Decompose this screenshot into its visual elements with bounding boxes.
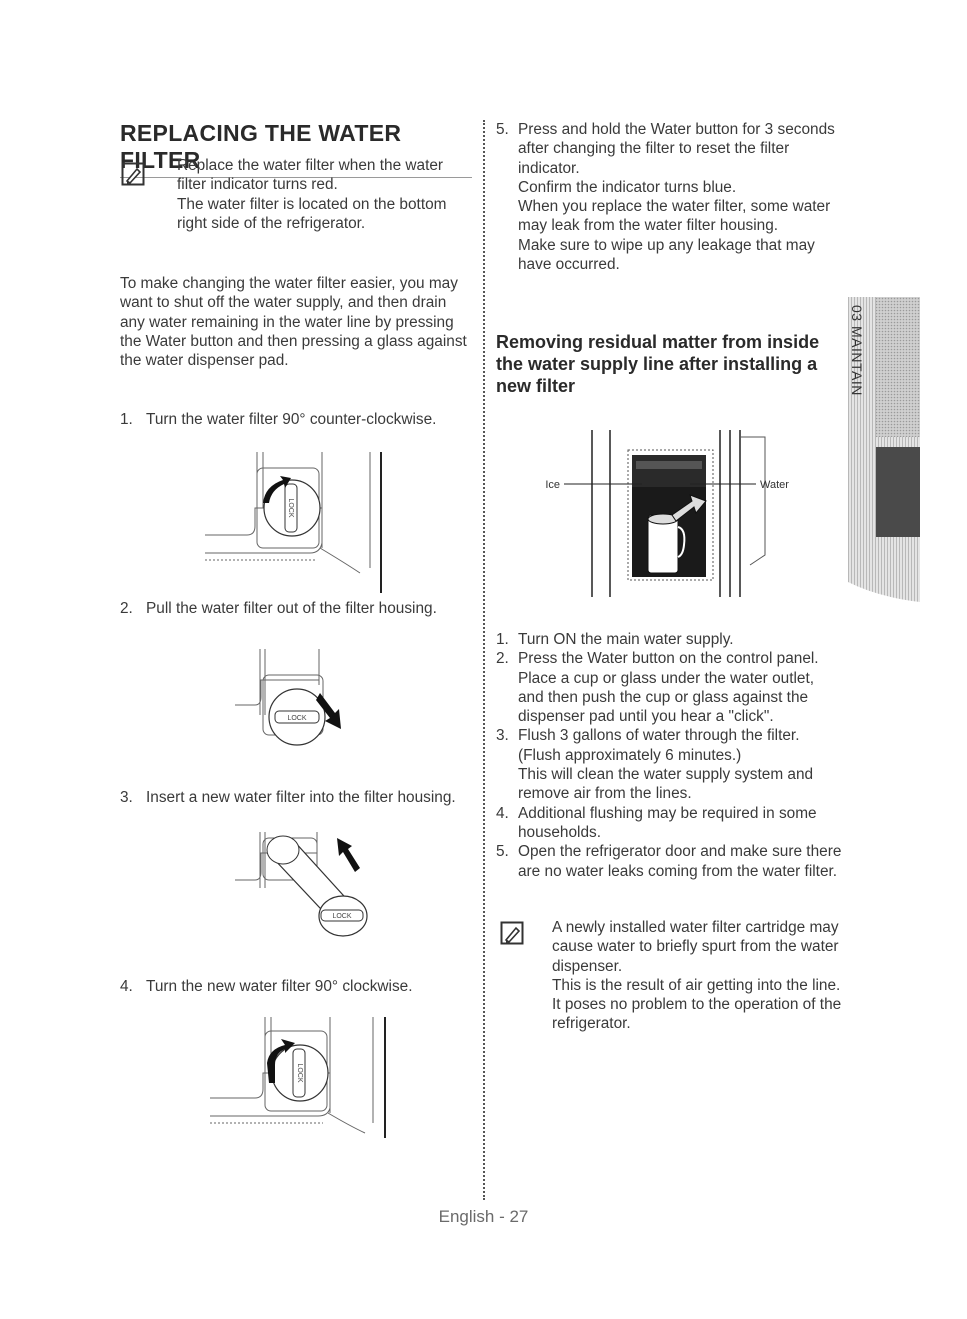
- page-footer: English - 27: [438, 1207, 529, 1226]
- lock-label: LOCK: [332, 913, 352, 920]
- lock-label: LOCK: [287, 498, 294, 518]
- note-icon: [500, 921, 526, 947]
- filter-insert-illustration: [225, 828, 375, 943]
- right-note-text: A newly installed water filter cartridge may cause water to briefly spurt from the water dispenser. This is the result of air getting into the line. It poses no problem to the operation of the refrigerator.: [552, 919, 842, 1033]
- lock-label: LOCK: [296, 1063, 303, 1083]
- left-step-2: 2. Pull the water filter out of the filter housing.: [120, 600, 437, 617]
- water-label: Water: [760, 479, 789, 491]
- subsection-heading: Removing residual matter from inside the water supply line after installing a new filter: [496, 332, 820, 396]
- ice-label: Ice: [545, 479, 560, 491]
- filter-turn-ccw-illustration: [195, 448, 395, 593]
- lock-label: LOCK: [287, 715, 307, 722]
- right-steps-list: [496, 630, 856, 881]
- right-step-5: 5. Press and hold the Water button for 3 seconds after changing the filter to reset the filter indicator. Confirm the indicator turns blue. When you replace the water filter, some water may leak from the water filter housing. Make sure to wipe up any leakage that may have occurred.: [496, 121, 835, 274]
- filter-turn-cw-illustration: [205, 1013, 405, 1138]
- right-step-3: 3. Flush 3 gallons of water through the filter. (Flush approximately 6 minutes.) This will clean the water supply system and remove air from the lines.: [496, 727, 814, 803]
- note-text: Replace the water filter when the water filter indicator turns red. The water filter is located on the bottom right side of the refrigerator.: [177, 157, 447, 232]
- column-divider: [483, 120, 485, 1200]
- intro-paragraph: To make changing the water filter easier, you may want to shut off the water supply, and then drain any water remaining in the water line by pressing the Water button and then pressing a glass against the water dispenser pad.: [120, 275, 467, 370]
- right-step-1: 1. Turn ON the main water supply.: [496, 631, 734, 648]
- right-step-4: 4. Additional flushing may be required in some households.: [496, 804, 817, 841]
- filter-pull-out-illustration: [225, 645, 365, 750]
- section-title: REPLACING THE WATER FILTER: [120, 120, 472, 178]
- right-step-5b: 5. Open the refrigerator door and make sure there are no water leaks coming from the water filter.: [496, 843, 842, 880]
- left-step-4: 4. Turn the new water filter 90° clockwise.: [120, 978, 413, 995]
- left-step-3: 3. Insert a new water filter into the filter housing.: [120, 789, 456, 806]
- left-step-1: 1. Turn the water filter 90° counter-clockwise.: [120, 411, 437, 428]
- side-tab-label: 03 MAINTAIN: [849, 305, 865, 396]
- right-step-2: 2. Press the Water button on the control panel. Place a cup or glass under the water outlet, and then push the cup or glass against the dispenser pad until you hear a "click".: [496, 650, 819, 726]
- dispenser-diagram: [540, 425, 800, 600]
- chapter-side-tab: [848, 297, 920, 602]
- note-icon: [121, 162, 147, 188]
